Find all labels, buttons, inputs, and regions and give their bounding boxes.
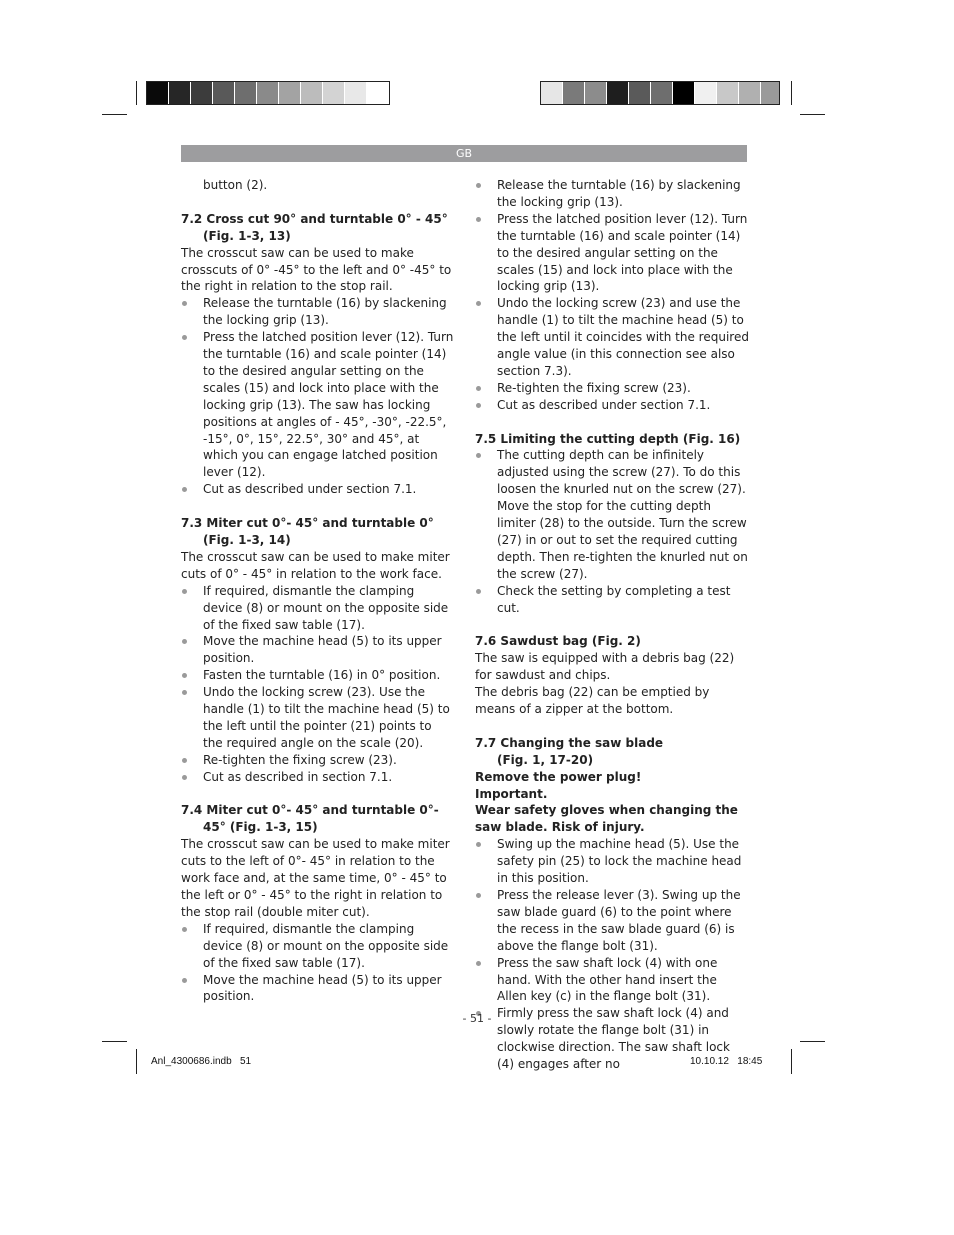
bullet-icon [182,758,187,763]
swatch [279,82,301,104]
swatch [541,82,563,104]
bullet-icon [182,927,187,932]
list-item [475,583,749,617]
section-heading-7-7 [475,735,749,769]
heading-line: 45° (Fig. 1-3, 15) [203,820,318,835]
bullet-icon [182,301,187,306]
paragraph: The saw is equipped with a debris bag (22) for sawdust and chips. [475,651,735,683]
color-calibration-bar-right [540,81,780,105]
right-column [475,177,749,1073]
section-intro: The crosscut saw can be used to make miter cuts to the left of 0°- 45° in relation to the work face and, at the same time, 0° - 45° to the left or 0° - 45° to the right in relation to the stop rail (double miter cut). [181,837,450,919]
list-item-text: Press the latched position lever (12). Turn the turntable (16) and scale pointer (14) to the desired angular setting on the scales (15) and lock into place with the locking grip (13). [497,211,748,294]
list-item-text: If required, dismantle the clamping device (8) or mount on the opposite side of the fixed saw table (17). [203,921,449,970]
list-item [181,295,455,329]
list-item [181,752,455,769]
heading-line: 7.7 Changing the saw blade [475,735,664,750]
bullet-list [181,583,455,786]
heading-line: (Fig. 1-3, 14) [203,533,291,547]
section-heading-7-3 [181,515,455,549]
bullet-icon [182,978,187,983]
warning-text: Wear safety gloves when changing the saw blade. Risk of injury. [475,803,738,835]
bullet-list [475,447,749,616]
swatch [235,82,257,104]
list-item [475,447,749,582]
list-item-text: Release the turntable (16) by slackening the locking grip (13). [497,178,741,209]
crop-mark [136,81,137,105]
bullet-icon [182,690,187,695]
section-heading-7-5: 7.5 Limiting the cutting depth (Fig. 16) [475,431,741,446]
swatch [301,82,323,104]
swatch [585,82,607,104]
bullet-icon [476,386,481,391]
swatch [213,82,235,104]
list-item [475,397,749,414]
bullet-icon [476,403,481,408]
list-item [181,684,455,752]
list-item-text: Move the machine head (5) to its upper position. [203,972,442,1004]
swatch [673,82,695,104]
list-item-text: Cut as described under section 7.1. [497,397,711,412]
list-item [475,836,749,887]
list-item [475,887,749,955]
swatch [761,82,779,104]
bullet-icon [476,453,481,458]
swatch [695,82,717,104]
bullet-icon [476,217,481,222]
language-label: GB [455,147,473,160]
swatch [367,82,389,104]
swatch [191,82,213,104]
list-item-text: Press the release lever (3). Swing up the saw blade guard (6) to the point where the recess in the saw blade guard (6) is above the flange bolt (31). [497,888,741,953]
heading-line: 7.2 Cross cut 90° and turntable 0° - 45° [181,211,448,226]
swatch [169,82,191,104]
list-item [475,177,749,211]
heading-line: 7.4 Miter cut 0°- 45° and turntable 0°- [181,803,439,818]
crop-mark [791,1049,792,1074]
list-item-text: Cut as described under section 7.1. [203,482,417,497]
bullet-list [181,295,455,498]
crop-mark [791,81,792,105]
list-item [181,583,455,634]
swatch [563,82,585,104]
left-column [181,177,455,1005]
list-item [181,972,455,1006]
list-item-text: Undo the locking screw (23) and use the handle (1) to tilt the machine head (5) to the left until it coincides with the required angle value (in this connection see also section 7.3). [497,296,749,378]
bullet-icon [476,842,481,847]
swatch [739,82,761,104]
language-header-bar [181,145,747,162]
swatch [323,82,345,104]
list-item-text: Swing up the machine head (5). Use the safety pin (25) to lock the machine head in this position. [497,837,742,886]
color-calibration-bar-left [146,81,390,105]
list-item [475,211,749,296]
bullet-icon [476,589,481,594]
bullet-icon [182,487,187,492]
list-item-text: If required, dismantle the clamping device (8) or mount on the opposite side of the fixed saw table (17). [203,583,449,632]
bullet-icon [476,961,481,966]
swatch [607,82,629,104]
warning-text: Remove the power plug! [475,769,642,784]
list-item-text: Re-tighten the fixing screw (23). [497,380,691,395]
bullet-icon [182,335,187,340]
print-slug-date: 10.10.12 18:45 [690,1056,763,1067]
crop-mark [800,1041,825,1042]
section-heading-7-6: 7.6 Sawdust bag (Fig. 2) [475,634,641,649]
section-intro: The crosscut saw can be used to make miter cuts of 0° - 45° in relation to the work face. [181,549,450,581]
list-item [181,329,455,481]
carry-over-text: button (2). [203,178,268,192]
swatch [717,82,739,104]
swatch [147,82,169,104]
swatch [629,82,651,104]
heading-line: 7.3 Miter cut 0°- 45° and turntable 0° [181,516,434,531]
bullet-list [475,177,749,414]
bullet-icon [476,893,481,898]
bullet-icon [182,639,187,644]
list-item-text: The cutting depth can be infinitely adjusted using the screw (27). To do this loosen the knurled nut on the screw (27). Move the stop for the cutting depth limiter (28) to the outside. Turn the screw (27) in or out to set the required cutting depth. Then re-tighten the knurled nut on the screw (27). [497,448,748,581]
bullet-icon [182,589,187,594]
list-item-text: Press the latched position lever (12). Turn the turntable (16) and scale pointer (14) to the desired angular setting on the scales (15) and lock into place with the locking grip (13). The saw has locking positions at angles of - 45°, -30°, -22.5°, -15°, 0°, 15°, 22.5°, 30° and 45°, at which you can engage latched position lever (12). [203,330,454,480]
crop-mark [102,1041,127,1042]
list-item [475,955,749,1006]
heading-line: (Fig. 1-3, 13) [203,228,291,243]
crop-mark [800,114,825,115]
bullet-list [181,921,455,1006]
section-heading-7-2 [181,211,455,245]
list-item [181,921,455,972]
list-item-text: Move the machine head (5) to its upper position. [203,634,442,666]
list-item [475,295,749,380]
crop-mark [136,1049,137,1074]
list-item [181,769,455,786]
list-item [181,481,455,498]
print-slug-file: Anl_4300686.indb 51 [151,1056,252,1067]
bullet-icon [476,183,481,188]
list-item-text: Cut as described in section 7.1. [203,769,393,784]
paragraph: The debris bag (22) can be emptied by means of a zipper at the bottom. [475,685,710,717]
crop-mark [102,114,127,115]
section-intro: The crosscut saw can be used to make crosscuts of 0° -45° to the left and 0° -45° to the right in relation to the stop rail. [181,245,452,294]
heading-line: (Fig. 1, 17-20) [497,752,594,767]
swatch [257,82,279,104]
list-item-text: Check the setting by completing a test cut. [497,583,731,615]
bullet-icon [182,775,187,780]
list-item-text: Firmly press the saw shaft lock (4) and slowly rotate the flange bolt (31) in clockwise direction. The saw shaft lock (4) engages after no [497,1006,730,1072]
list-item-text: Undo the locking screw (23). Use the handle (1) to tilt the machine head (5) to the left until the pointer (21) points to the required angle on the scale (20). [203,685,450,750]
list-item-text: Fasten the turntable (16) in 0° position. [203,668,441,683]
section-heading-7-4 [181,802,455,836]
bullet-list [475,836,749,1073]
swatch [345,82,367,104]
list-item-text: Press the saw shaft lock (4) with one hand. With the other hand insert the Allen key (c) in the flange bolt (31). [497,955,718,1004]
warning-text: Important. [475,786,548,801]
bullet-icon [182,673,187,678]
page-number: - 51 - [462,1012,492,1025]
list-item [475,380,749,397]
list-item [181,633,455,667]
list-item [181,667,455,684]
bullet-icon [476,301,481,306]
list-item-text: Release the turntable (16) by slackening the locking grip (13). [203,296,447,328]
list-item-text: Re-tighten the fixing screw (23). [203,752,397,767]
swatch [651,82,673,104]
